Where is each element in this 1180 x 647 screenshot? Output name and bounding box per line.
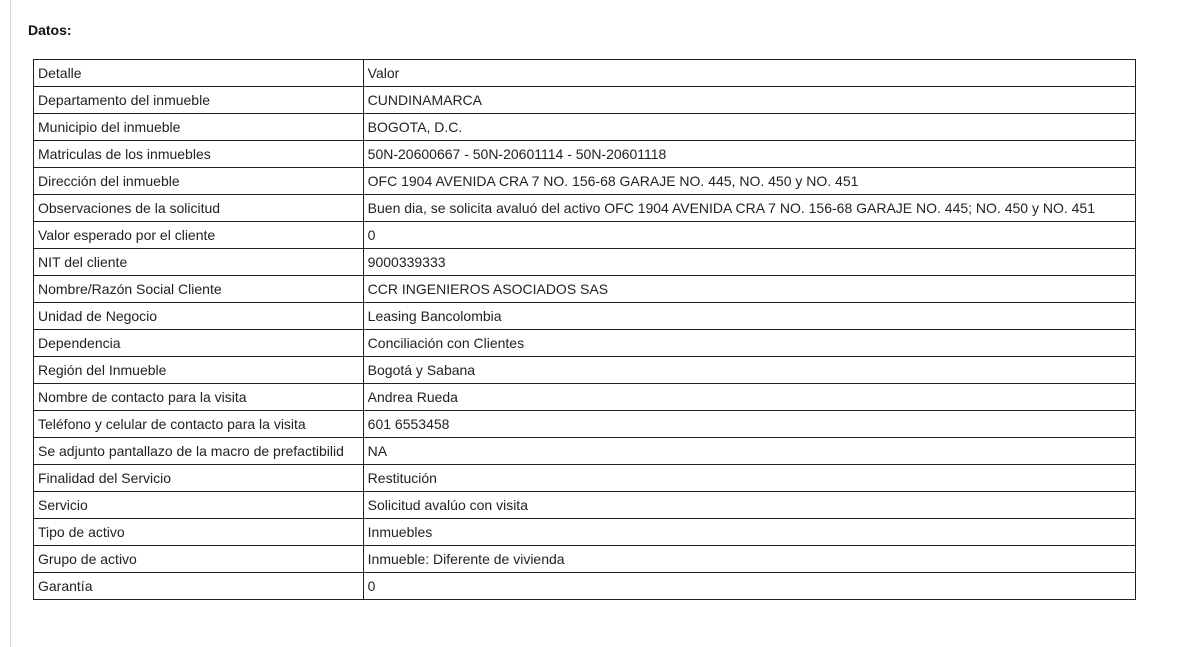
row-value-cell: Leasing Bancolombia bbox=[363, 303, 1135, 330]
header-detail: Detalle bbox=[34, 60, 364, 87]
table-row bbox=[34, 357, 1136, 384]
table-row bbox=[34, 411, 1136, 438]
row-value-cell: Inmuebles bbox=[363, 519, 1135, 546]
row-detail-cell: Observaciones de la solicitud bbox=[34, 195, 364, 222]
row-detail-cell: Municipio del inmueble bbox=[34, 114, 364, 141]
row-detail-cell: Nombre/Razón Social Cliente bbox=[34, 276, 364, 303]
row-detail-cell: Unidad de Negocio bbox=[34, 303, 364, 330]
table-row bbox=[34, 141, 1136, 168]
row-detail-cell: Matriculas de los inmuebles bbox=[34, 141, 364, 168]
row-detail-cell: Dependencia bbox=[34, 330, 364, 357]
row-value-cell: Inmueble: Diferente de vivienda bbox=[363, 546, 1135, 573]
table-body bbox=[34, 60, 1136, 600]
table-row bbox=[34, 438, 1136, 465]
row-value-cell: Andrea Rueda bbox=[363, 384, 1135, 411]
table-row bbox=[34, 87, 1136, 114]
row-value-cell: 601 6553458 bbox=[363, 411, 1135, 438]
table-header-row bbox=[34, 60, 1136, 87]
row-detail-cell: Teléfono y celular de contacto para la visita bbox=[34, 411, 364, 438]
row-value-cell: NA bbox=[363, 438, 1135, 465]
section-title: Datos: bbox=[28, 22, 72, 38]
table-row bbox=[34, 465, 1136, 492]
table-row bbox=[34, 384, 1136, 411]
row-detail-cell: Se adjunto pantallazo de la macro de prefactibilid bbox=[34, 438, 364, 465]
row-value-cell: Bogotá y Sabana bbox=[363, 357, 1135, 384]
row-value-cell: 0 bbox=[363, 222, 1135, 249]
row-detail-cell: Tipo de activo bbox=[34, 519, 364, 546]
page-container bbox=[10, 0, 1180, 647]
table-row bbox=[34, 303, 1136, 330]
table-row bbox=[34, 168, 1136, 195]
row-value-cell: 50N-20600667 - 50N-20601114 - 50N-20601118 bbox=[363, 141, 1135, 168]
table-row bbox=[34, 573, 1136, 600]
table-row bbox=[34, 519, 1136, 546]
row-detail-cell: NIT del cliente bbox=[34, 249, 364, 276]
row-value-cell: 0 bbox=[363, 573, 1135, 600]
table-row bbox=[34, 330, 1136, 357]
row-value-cell: Buen dia, se solicita avaluó del activo OFC 1904 AVENIDA CRA 7 NO. 156-68 GARAJE NO. 445; NO. 450 y NO. 451 bbox=[363, 195, 1135, 222]
row-value-cell: 9000339333 bbox=[363, 249, 1135, 276]
row-value-cell: BOGOTA, D.C. bbox=[363, 114, 1135, 141]
row-detail-cell: Dirección del inmueble bbox=[34, 168, 364, 195]
row-detail-cell: Nombre de contacto para la visita bbox=[34, 384, 364, 411]
table-row bbox=[34, 195, 1136, 222]
row-detail-cell: Servicio bbox=[34, 492, 364, 519]
header-value: Valor bbox=[363, 60, 1135, 87]
row-detail-cell: Finalidad del Servicio bbox=[34, 465, 364, 492]
row-detail-cell: Región del Inmueble bbox=[34, 357, 364, 384]
table-row bbox=[34, 249, 1136, 276]
row-value-cell: Conciliación con Clientes bbox=[363, 330, 1135, 357]
row-value-cell: Restitución bbox=[363, 465, 1135, 492]
row-value-cell: Solicitud avalúo con visita bbox=[363, 492, 1135, 519]
table-row bbox=[34, 222, 1136, 249]
table-row bbox=[34, 276, 1136, 303]
row-detail-cell: Departamento del inmueble bbox=[34, 87, 364, 114]
row-value-cell: CCR INGENIEROS ASOCIADOS SAS bbox=[363, 276, 1135, 303]
table-row bbox=[34, 546, 1136, 573]
row-detail-cell: Valor esperado por el cliente bbox=[34, 222, 364, 249]
row-detail-cell: Garantía bbox=[34, 573, 364, 600]
details-table bbox=[33, 59, 1136, 600]
row-detail-cell: Grupo de activo bbox=[34, 546, 364, 573]
row-value-cell: CUNDINAMARCA bbox=[363, 87, 1135, 114]
table-row bbox=[34, 492, 1136, 519]
table-row bbox=[34, 114, 1136, 141]
row-value-cell: OFC 1904 AVENIDA CRA 7 NO. 156-68 GARAJE NO. 445, NO. 450 y NO. 451 bbox=[363, 168, 1135, 195]
